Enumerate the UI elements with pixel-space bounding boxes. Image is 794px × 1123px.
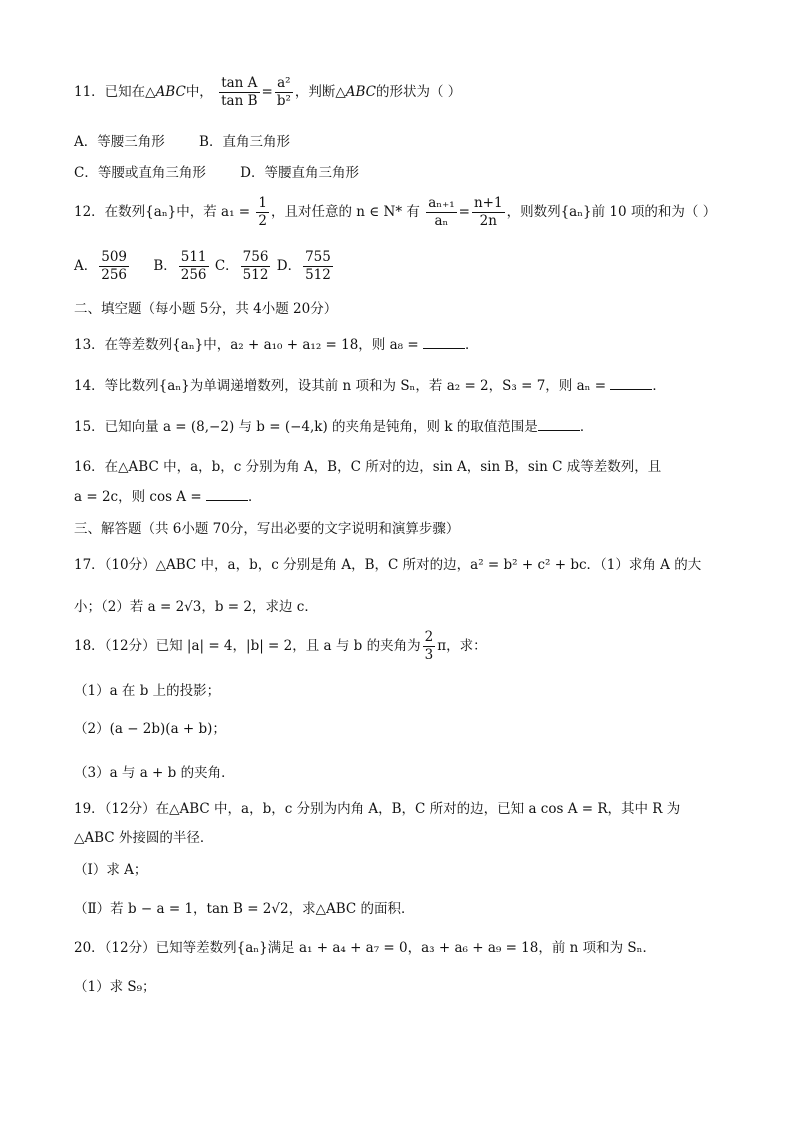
section-2-heading: 二、填空题（每小题 5分，共 4小题 20分） — [74, 301, 338, 317]
question-16-line1: 16．在△ABC 中，a，b，c 分别为角 A，B，C 所对的边，sin A，sin B，sin C 成等差数列，且 — [74, 459, 662, 475]
question-16-line2: a = 2c，则 cos A = ． — [74, 489, 262, 505]
question-12-options — [74, 250, 734, 283]
question-20-part1: （1）求 S₉； — [74, 979, 156, 995]
question-11-stem: 11．已知在△ABC中， $\frac{\text{tan A}}{\text{tan B}}$ = $\frac{\text{a²}}{\text{b²}}$ ，判断△ABC的形状为（ ） — [74, 75, 462, 109]
question-19-part1: （Ⅰ）求 A； — [74, 862, 148, 878]
fraction-a1: $\frac{1}{2}$ — [258, 195, 267, 229]
option-12-b[interactable]: B． $\frac{511}{256}$ — [153, 249, 207, 283]
question-11-options-cd — [74, 161, 734, 181]
question-19-line1: 19．（12分）在△ABC 中，a，b，c 分别为内角 A，B，C 所对的边，已知 a cos A = R，其中 R 为 — [74, 801, 681, 817]
question-18-part1: （1）a 在 b 上的投影； — [74, 683, 221, 699]
question-17-line2: 小；（2）若 a = 2√3，b = 2，求边 c． — [74, 599, 318, 615]
answer-blank-15[interactable] — [538, 420, 580, 431]
fraction-rhs: $\frac{n+1}{2n}$ — [473, 195, 503, 229]
fraction-a2-b2: $\frac{\text{a²}}{\text{b²}}$ — [276, 75, 291, 109]
option-12-c-fraction: $\frac{756}{512}$ — [242, 249, 269, 283]
answer-blank-16[interactable] — [206, 490, 248, 501]
section-3-heading: 三、解答题（共 6小题 70分，写出必要的文字说明和演算步骤） — [74, 521, 460, 537]
option-12-d-fraction: $\frac{755}{512}$ — [305, 249, 331, 283]
fraction-tanA-tanB: $\frac{\text{tan A}}{\text{tan B}}$ — [221, 75, 258, 109]
answer-blank-14[interactable] — [610, 379, 652, 390]
question-19-part2: （Ⅱ）若 b − a = 1，tan B = 2√2，求△ABC 的面积． — [74, 901, 415, 917]
question-15: 15．已知向量 a = (8,−2) 与 b = (−4,k) 的夹角是钝角，则 k 的取值范围是 ． — [74, 419, 594, 435]
option-12-a-fraction: $\frac{509}{256}$ — [101, 249, 128, 283]
option-12-a[interactable]: A． $\frac{509}{256}$ — [74, 249, 128, 283]
question-18-stem: 18．（12分）已知 |a| = 4，|b| = 2，且 a 与 b 的夹角为 $\frac{2}{3}$ π，求： — [74, 629, 487, 663]
question-13: 13．在等差数列{aₙ}中，a₂ + a₁₀ + a₁₂ = 18，则 a₈ = ． — [74, 337, 479, 353]
question-11-options-ab — [74, 130, 734, 150]
question-12-stem: 12．在数列{aₙ}中，若 a₁ = $\frac{1}{2}$ ，且对任意的 n ∈ N* 有 $\frac{\text{aₙ₊₁}}{\text{aₙ}}$ = $\frac{n+1}{2n}$ ，则数列{aₙ}前 10 项的和为（ ） — [74, 195, 717, 229]
question-18-part2: （2）(a − 2b)(a + b)； — [74, 721, 226, 737]
question-18-part3: （3）a 与 a + b 的夹角． — [74, 765, 235, 781]
answer-blank-13[interactable] — [423, 338, 465, 349]
question-19-line2: △ABC 外接圆的半径． — [74, 830, 214, 846]
question-17-line1: 17．（10分）△ABC 中，a，b，c 分别是角 A，B，C 所对的边，a² = b² + c² + bc．（1）求角 A 的大 — [74, 557, 702, 573]
question-14: 14．等比数列{aₙ}为单调递增数列，设其前 n 项和为 Sₙ，若 a₂ = 2，S₃ = 7，则 aₙ = ． — [74, 378, 666, 394]
option-11-d[interactable]: D．等腰直角三角形 — [240, 165, 359, 181]
option-11-c[interactable]: C．等腰或直角三角形 — [74, 165, 206, 181]
option-11-b[interactable]: B．直角三角形 — [199, 134, 290, 150]
fraction-ratio: $\frac{\text{aₙ₊₁}}{\text{aₙ}}$ — [428, 195, 455, 229]
option-12-b-fraction: $\frac{511}{256}$ — [180, 249, 207, 283]
option-11-a[interactable]: A．等腰三角形 — [74, 134, 165, 150]
option-12-d[interactable]: D． $\frac{755}{512}$ — [276, 249, 331, 283]
question-20-line1: 20．（12分）已知等差数列{aₙ}满足 a₁ + a₄ + a₇ = 0，a₃ + a₆ + a₉ = 18，前 n 项和为 Sₙ． — [74, 940, 657, 956]
fraction-2-3: $\frac{2}{3}$ — [424, 629, 434, 663]
option-12-c[interactable]: C． $\frac{756}{512}$ — [214, 249, 269, 283]
